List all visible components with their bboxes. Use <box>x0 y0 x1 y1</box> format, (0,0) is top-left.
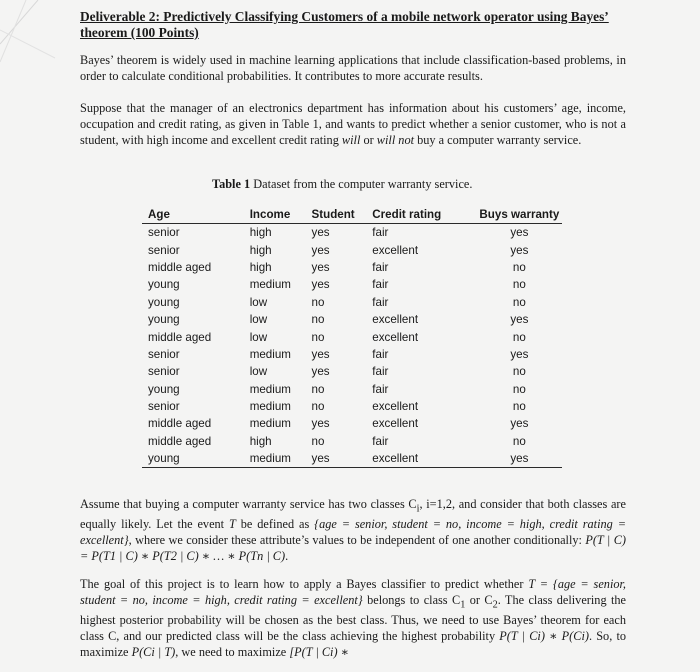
cell-student: yes <box>311 278 330 292</box>
cell-buys: no <box>512 382 526 396</box>
cell-credit: fair <box>372 434 389 448</box>
cell-credit: fair <box>372 295 389 309</box>
goal-formula-3: [P(T | Ci) ∗ <box>289 644 349 659</box>
cell-age: senior <box>148 243 180 257</box>
cell-income: medium <box>249 400 291 414</box>
goal-text-e: . So, to maximize <box>80 628 627 659</box>
table-row <box>142 311 562 328</box>
cell-buys: no <box>512 365 526 379</box>
header-income: Income <box>250 206 312 224</box>
cell-buys: yes <box>510 347 529 361</box>
cell-credit: excellent <box>372 313 419 327</box>
cell-credit: fair <box>372 382 389 396</box>
cell-buys: yes <box>510 243 529 257</box>
intro-paragraph: Bayes’ theorem is widely used in machine learning applications that include classification-based problems, in order to calculate conditional probabilities. It contributes to more accurate results. <box>80 53 626 83</box>
scenario-will: will <box>341 132 361 147</box>
cell-age: young <box>148 382 180 396</box>
assumption-paragraph <box>80 497 626 565</box>
cell-student: no <box>311 382 325 396</box>
cell-age: senior <box>148 226 180 240</box>
table-row <box>142 276 562 293</box>
table-row <box>142 241 562 258</box>
assume-text-b: , i=1,2, and consider that both classes are equally likely. Let the event <box>80 497 626 532</box>
goal-text-b: belongs to class C <box>362 592 461 607</box>
cell-student: yes <box>311 226 330 240</box>
cell-income: low <box>249 295 268 309</box>
cell-student: no <box>311 400 325 414</box>
cell-income: high <box>249 243 272 257</box>
scenario-text-a: Suppose that the manager of an electronics department has information about his customers’ age, income, occupation and credit rating, as given in Table 1, and wants to predict whether a senior customer, who is not a student, with high income and excellent credit rating <box>80 101 626 147</box>
cell-income: low <box>249 330 268 344</box>
table-row <box>142 294 562 311</box>
cell-buys: no <box>512 330 526 344</box>
assume-sub-i: i <box>416 503 420 515</box>
assume-text-e: . <box>285 548 289 563</box>
corner-decoration <box>0 0 80 80</box>
cell-buys: yes <box>510 417 529 431</box>
assume-text-d: , where we consider these attribute’s values to be independent of one another conditionally: <box>128 533 586 548</box>
cell-buys: yes <box>477 450 562 468</box>
cell-buys: yes <box>510 313 529 327</box>
goal-text-c: or C <box>465 592 493 607</box>
warranty-dataset-table <box>142 206 562 468</box>
cell-buys: no <box>512 278 526 292</box>
cell-buys: no <box>512 260 526 274</box>
cell-income: medium <box>249 278 291 292</box>
assume-event-t: T <box>229 517 236 532</box>
cell-income: medium <box>249 347 291 361</box>
header-credit-rating: Credit rating <box>372 206 476 224</box>
cell-income: high <box>249 260 272 274</box>
cell-student: no <box>311 434 325 448</box>
cell-income: medium <box>250 450 312 468</box>
cell-income: medium <box>249 417 291 431</box>
goal-formula-2: P(Ci | T) <box>131 644 176 659</box>
table-row <box>142 328 562 345</box>
cell-student: yes <box>311 243 330 257</box>
goal-sub-1: 1 <box>460 599 466 611</box>
cell-student: yes <box>311 347 330 361</box>
cell-buys: no <box>512 400 526 414</box>
cell-age: young <box>148 295 180 309</box>
cell-income: high <box>249 226 272 240</box>
cell-credit: excellent <box>372 330 419 344</box>
header-student: Student <box>312 206 373 224</box>
scenario-text-b: or <box>360 132 377 147</box>
table-row <box>142 381 562 398</box>
table-caption-label: Table 1 <box>212 177 251 191</box>
cell-credit: excellent <box>372 400 419 414</box>
cell-credit: excellent <box>372 417 419 431</box>
cell-age: middle aged <box>148 330 212 344</box>
cell-age: senior <box>148 400 180 414</box>
goal-text-d: . The class delivering the highest posterior probability will be chosen as the best class. Thus, we need to use Bayes’ theorem for each class C, and our predicted class will be the class achieving the highest probability <box>80 592 627 643</box>
table-row <box>142 259 562 276</box>
table-row <box>142 346 562 363</box>
cell-student: yes <box>312 450 373 468</box>
assume-text-a: Assume that buying a computer warranty service has two classes C <box>80 497 417 511</box>
header-age: Age <box>142 206 250 224</box>
cell-student: yes <box>311 260 330 274</box>
cell-income: high <box>249 434 272 448</box>
table-caption-text: Dataset from the computer warranty service. <box>253 177 473 191</box>
cell-student: no <box>311 330 325 344</box>
cell-student: yes <box>311 365 330 379</box>
header-buys-warranty: Buys warranty <box>477 206 562 224</box>
cell-income: low <box>249 365 268 379</box>
cell-buys: no <box>512 434 526 448</box>
goal-text-f: , we need to maximize <box>175 644 290 659</box>
cell-age: middle aged <box>148 434 212 448</box>
table-row <box>142 415 562 432</box>
scenario-will-not: will not <box>376 132 415 147</box>
cell-credit: fair <box>372 278 389 292</box>
cell-credit: fair <box>372 365 389 379</box>
deliverable-title: Deliverable 2: Predictively Classifying Customers of a mobile network operator using Bayes’ theorem (100 Points) <box>80 9 609 40</box>
cell-student: yes <box>311 417 330 431</box>
cell-age: young <box>142 450 250 468</box>
cell-age: middle aged <box>148 417 212 431</box>
goal-text-a: The goal of this project is to learn how to apply a Bayes classifier to predict whether <box>80 577 529 591</box>
cell-credit: excellent <box>372 450 476 468</box>
cell-age: middle aged <box>148 260 212 274</box>
cell-age: young <box>148 278 180 292</box>
goal-event: T = {age = senior, student = no, income = high, credit rating = excellent} <box>80 577 627 607</box>
cell-income: medium <box>249 382 291 396</box>
table-row <box>142 433 562 450</box>
scenario-paragraph <box>80 101 626 148</box>
assume-event-def: {age = senior, student = no, income = high, credit rating = excellent} <box>80 517 626 548</box>
goal-formula-1: P(T | Ci) ∗ P(Ci) <box>499 628 589 643</box>
goal-sub-2: 2 <box>492 599 498 611</box>
table-header-row <box>142 206 562 224</box>
cell-credit: fair <box>372 226 389 240</box>
cell-credit: fair <box>372 260 389 274</box>
assume-formula: P(T | C) = P(T1 | C) ∗ P(T2 | C) ∗ … ∗ P(Tn | C) <box>80 533 626 563</box>
cell-age: senior <box>148 365 180 379</box>
assume-text-c: be defined as <box>235 517 315 532</box>
cell-age: senior <box>148 347 180 361</box>
cell-age: young <box>148 313 180 327</box>
cell-income: low <box>249 313 268 327</box>
table-row <box>142 450 562 468</box>
table-row <box>142 363 562 380</box>
cell-student: no <box>311 295 325 309</box>
cell-buys: yes <box>510 226 529 240</box>
scenario-text-c: buy a computer warranty service. <box>414 132 582 147</box>
cell-buys: no <box>512 295 526 309</box>
cell-credit: excellent <box>372 243 419 257</box>
cell-student: no <box>311 313 325 327</box>
table-row <box>142 224 562 242</box>
table-row <box>142 398 562 415</box>
cell-credit: fair <box>372 347 389 361</box>
goal-paragraph <box>80 577 626 660</box>
